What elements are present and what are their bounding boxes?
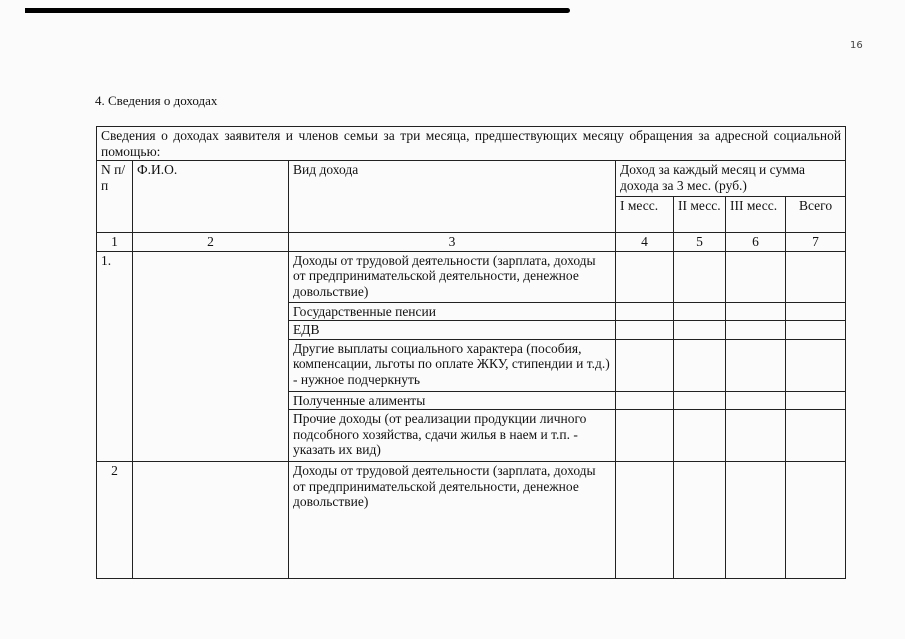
amount-cell[interactable] [616,321,674,340]
amount-cell[interactable] [674,391,726,410]
column-number: 2 [133,233,289,252]
header-month-2: II месс. [674,197,726,233]
fio-cell[interactable] [133,462,289,579]
section-title: 4. Сведения о доходах [95,93,218,108]
amount-cell[interactable] [726,302,786,321]
row-number: 1. [97,251,133,462]
amount-cell[interactable] [726,251,786,302]
amount-cell[interactable] [786,251,846,302]
amount-cell[interactable] [726,391,786,410]
column-number: 6 [726,233,786,252]
amount-cell[interactable] [786,339,846,391]
row-number: 2 [97,462,133,579]
amount-cell[interactable] [726,339,786,391]
amount-cell[interactable] [786,302,846,321]
amount-cell[interactable] [674,251,726,302]
column-number: 7 [786,233,846,252]
amount-cell[interactable] [786,391,846,410]
amount-cell[interactable] [616,462,674,579]
income-type-label: Полученные алименты [289,391,616,410]
amount-cell[interactable] [616,391,674,410]
column-number: 5 [674,233,726,252]
header-month-1: I месс. [616,197,674,233]
amount-cell[interactable] [786,410,846,462]
income-type-label: Государственные пенсии [289,302,616,321]
amount-cell[interactable] [616,302,674,321]
amount-cell[interactable] [726,410,786,462]
header-income-type: Вид дохода [289,161,616,233]
scan-top-edge-bar [25,8,570,13]
header-income-group: Доход за каждый месяц и сумма дохода за 3 мес. (руб.) [616,161,846,197]
column-number: 3 [289,233,616,252]
amount-cell[interactable] [786,462,846,579]
amount-cell[interactable] [726,462,786,579]
header-total: Всего [786,197,846,233]
income-type-label: Доходы от трудовой деятельности (зарплата, доходы от предпринимательской деятельности, денежное довольствие) [289,251,616,302]
amount-cell[interactable] [674,339,726,391]
income-type-label: Другие выплаты социального характера (пособия, компенсации, льготы по оплате ЖКУ, стипендии и т.д.) - нужное подчеркнуть [289,339,616,391]
header-num: N п/п [97,161,133,233]
amount-cell[interactable] [674,410,726,462]
table-caption: Сведения о доходах заявителя и членов семьи за три месяца, предшествующих месяцу обращения за адресной социальной помощью: [97,127,846,161]
income-type-label: Доходы от трудовой деятельности (зарплата, доходы от предпринимательской деятельности, денежное довольствие) [289,462,616,579]
fio-cell[interactable] [133,251,289,462]
header-month-3: III месс. [726,197,786,233]
amount-cell[interactable] [726,321,786,340]
column-number: 4 [616,233,674,252]
column-number: 1 [97,233,133,252]
income-table [96,126,846,579]
amount-cell[interactable] [674,302,726,321]
amount-cell[interactable] [616,339,674,391]
income-type-label: Прочие доходы (от реализации продукции личного подсобного хозяйства, сдачи жилья в наем и т.п. - указать их вид) [289,410,616,462]
amount-cell[interactable] [674,462,726,579]
page-number: 16 [850,40,863,51]
amount-cell[interactable] [616,410,674,462]
amount-cell[interactable] [674,321,726,340]
header-fio: Ф.И.О. [133,161,289,233]
amount-cell[interactable] [786,321,846,340]
income-type-label: ЕДВ [289,321,616,340]
amount-cell[interactable] [616,251,674,302]
